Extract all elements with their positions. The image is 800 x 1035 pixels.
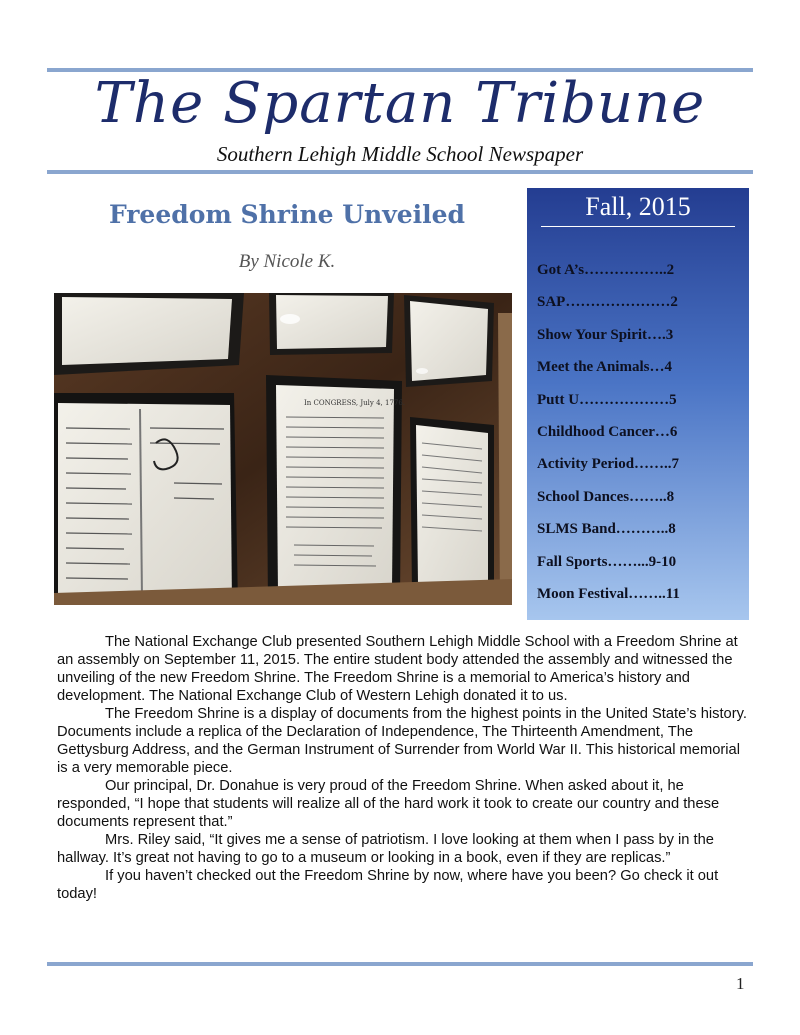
page-number: 1	[736, 974, 745, 993]
article-paragraph: The Freedom Shrine is a display of documents from the highest points in the United State’s history. Documents include a replica of the Declaration of Independence, The Thirteenth Amendment, The Gettysburg Address, and the German Instrument of Surrender from World War II. This historical memorial is a very memorable piece.	[57, 706, 747, 776]
masthead-rule	[47, 170, 753, 174]
toc-item[interactable]: Got A’s……………..2	[537, 262, 675, 278]
issue-date: Fall, 2015	[585, 192, 691, 221]
toc-item[interactable]: Fall Sports……...9-10	[537, 553, 677, 570]
toc-item[interactable]: Activity Period……..7	[537, 456, 680, 473]
article-headline: Freedom Shrine Unveiled	[108, 200, 466, 229]
toc-item[interactable]: SLMS Band………..8	[537, 521, 676, 538]
article-body	[57, 633, 747, 903]
toc-item[interactable]: Meet the Animals…4	[537, 359, 672, 376]
article-byline: By Nicole K.	[238, 251, 336, 272]
masthead-subtitle: Southern Lehigh Middle School Newspaper	[216, 142, 584, 166]
photo-document-heading: In CONGRESS, July 4, 1776.	[304, 399, 406, 407]
bottom-rule	[47, 962, 753, 966]
toc-item[interactable]: Putt U………………5	[537, 391, 677, 408]
toc-item[interactable]: Show Your Spirit….3	[537, 326, 674, 343]
toc-item[interactable]: Moon Festival……..11	[537, 585, 680, 602]
article-paragraph: Mrs. Riley said, “It gives me a sense of patriotism. I love looking at them when I pass by in the hallway. It’s great not having to go to a museum or looking in a book, even if they are replicas.”	[57, 832, 714, 866]
article-paragraph: Our principal, Dr. Donahue is very proud of the Freedom Shrine. When asked about it, he responded, “I hope that students will realize all of the hard work it took to create our country and these documents represent that.”	[57, 778, 720, 830]
table-of-contents	[527, 188, 749, 620]
article-paragraph: If you haven’t checked out the Freedom Shrine by now, where have you been? Go check it out today!	[57, 868, 719, 902]
freedom-shrine-photo	[54, 293, 512, 605]
masthead-title: The Spartan Tribune	[94, 71, 706, 136]
toc-item[interactable]: SAP…………………2	[537, 294, 678, 311]
toc-item[interactable]: School Dances……..8	[537, 488, 675, 505]
article-paragraph: The National Exchange Club presented Southern Lehigh Middle School with a Freedom Shrine at an assembly on September 11, 2015. The entire student body attended the assembly and witnessed the unveiling of the new Freedom Shrine. The Freedom Shrine is a memorial to America’s history and development. The National Exchange Club of Western Lehigh donated it to us.	[57, 634, 738, 704]
toc-item[interactable]: Childhood Cancer…6	[537, 423, 678, 440]
toc-divider	[541, 226, 735, 227]
